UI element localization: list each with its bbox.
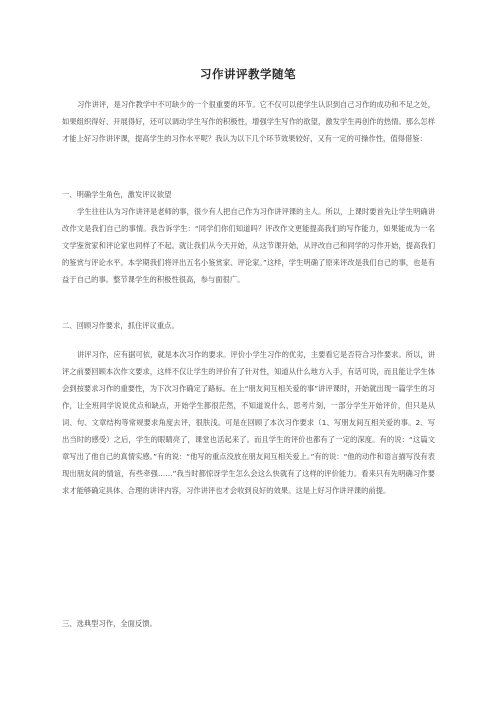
section-1-paragraph: 学生往往认为习作讲评是老师的事，很少有人把自己作为习作讲评课的主人。所以，上课时要首先让学生明确讲改作文是我们自己的事情。我告诉学生：“同学们你们知道吗？评改作文更能提高我们的写作能力，如果能成为一名文学鉴赏家和评论家也同样了不起。就让我们从今天开始，从这节课开始，从评改自己和同学的习作开始，提高我们的鉴赏与评论水平。本学期我们将评出五名小鉴赏家、评论家。”这样，学生明确了原来评改是我们自己的事，也是有益于自己的事。整节课学生的积极性很高，参与面很广。: [62, 207, 435, 284]
intro-paragraph: 习作讲评，是习作教学中不可缺少的一个很重要的环节。它不仅可以使学生认识到自己习作的成功和不足之处，如果组织得好、开展得好，还可以调动学生写作的积极性，增强学生写作的欲望，激发学生再创作的热情。那么怎样才能上好习作讲评课，提高学生的习作水平呢？我认为以下几个环节效果较好，又有一定的可操作性，值得借鉴：: [62, 100, 435, 143]
section-3-heading: 三、选典型习作，全面反馈。: [62, 619, 157, 628]
document-title: 习作讲评教学随笔: [200, 67, 296, 81]
section-2-paragraph: 讲评习作，应有据可依，就是本次习作的要求。评价小学生习作的优劣，主要看它是否符合习作要求。所以，讲评之前要回顾本次作文要求，这样不仅让学生的评价有了针对性，知道从什么地方入手，有话可说，而且能让学生体会到按要求习作的重要性，为下次习作确定了路标。在上“朋友间互相关爱的事”讲评课时，开始就出现一篇学生的习作，让全班同学说说优点和缺点，开始学生都很茫然，不知道说什么，思考片刻，一部分学生开始评价，但只是从词、句、文章结构等常规要求角度去评，很肤浅。可是在回顾了本次习作要求（1、写朋友间互相关爱的事。2、写出当时的感受）之后，学生的眼睛亮了，课堂也活起来了。而且学生的评价也都有了一定的深度。有的说：“这篇文章写出了他自己的真情实感。”有的说：“他写的重点没放在朋友间互相关爱上。”有的说：“他的动作和语言描写没有表现出朋友间的情谊，有些牵强……”我当时都惊讶学生怎么会这么快就有了这样的评价能力。看来只有先明确习作要求才能够确定具体、合理的讲评内容，习作讲评也才会收到良好的效果。这是上好习作讲评课的前提。: [62, 350, 435, 495]
section-1-heading: 一、明确学生角色，激发评议欲望: [62, 190, 172, 199]
section-2-heading: 二、回顾习作要求，抓住评议重点。: [62, 321, 179, 330]
